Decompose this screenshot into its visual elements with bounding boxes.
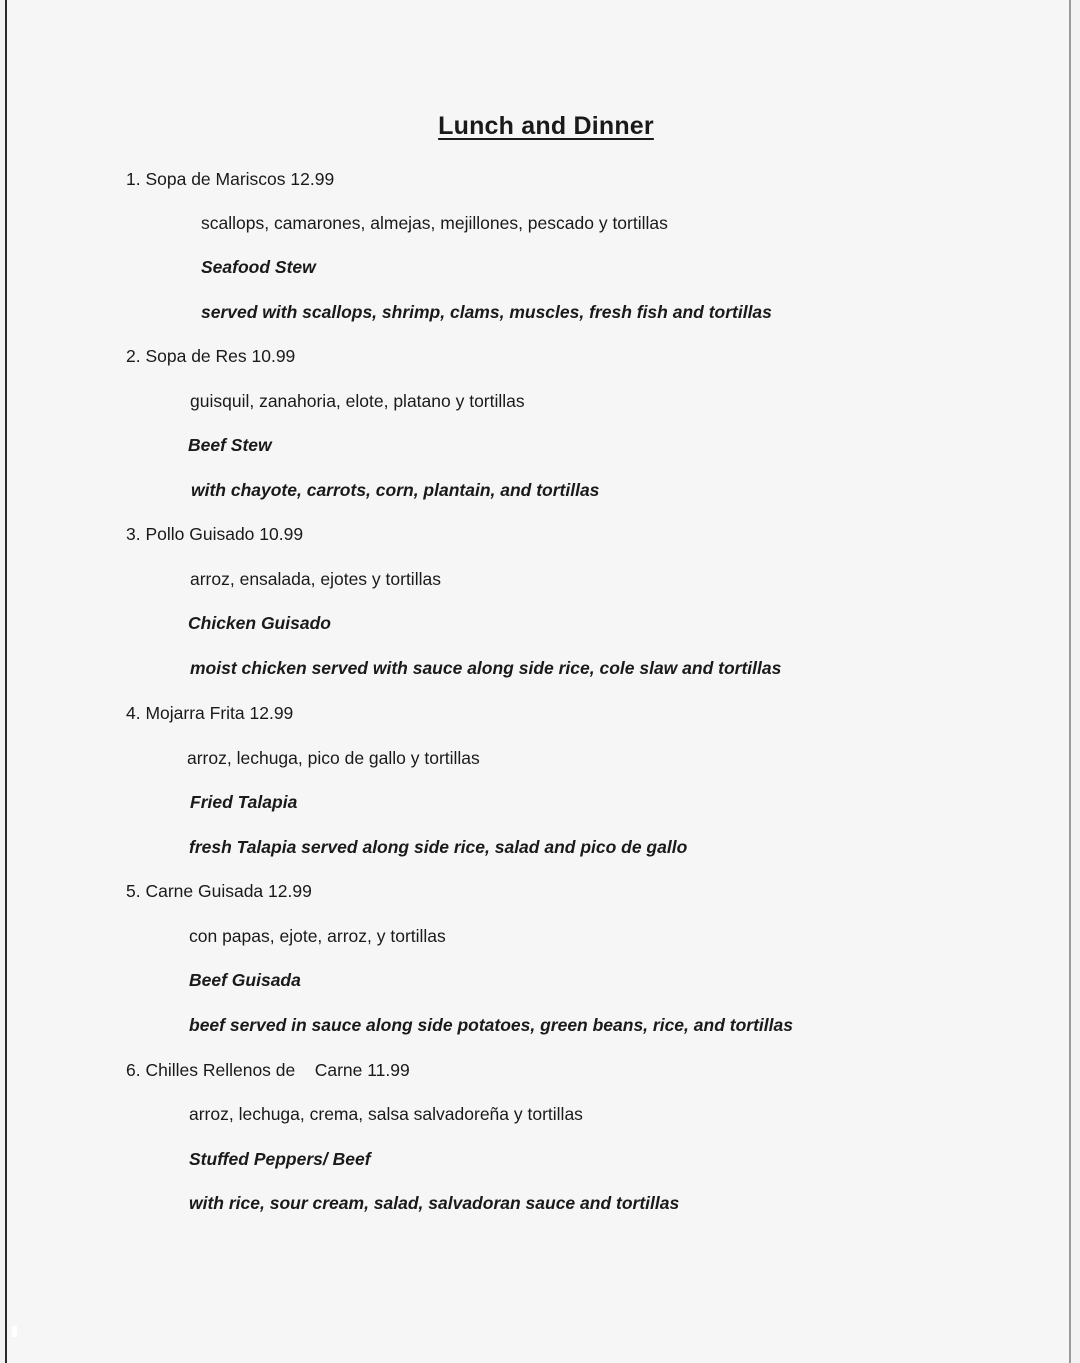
menu-item-name: 5. Carne Guisada 12.99	[126, 881, 312, 901]
menu-item-english-desc: served with scallops, shrimp, clams, muscles, fresh fish and tortillas	[201, 302, 772, 322]
scan-edge-mark	[12, 1326, 17, 1337]
menu-item-english-desc: beef served in sauce along side potatoes, green beans, rice, and tortillas	[189, 1015, 793, 1035]
menu-item-name: 6. Chilles Rellenos de Carne 11.99	[126, 1060, 410, 1080]
menu-page	[5, 0, 1071, 1363]
menu-item-spanish-desc: con papas, ejote, arroz, y tortillas	[189, 926, 446, 946]
menu-item-spanish-desc: guisquil, zanahoria, elote, platano y tortillas	[190, 391, 525, 411]
menu-item-name: 2. Sopa de Res 10.99	[126, 346, 296, 366]
menu-item-english-name: Beef Stew	[188, 435, 272, 455]
menu-item-name: 3. Pollo Guisado 10.99	[126, 524, 304, 544]
menu-item-name: 1. Sopa de Mariscos 12.99	[126, 169, 335, 189]
menu-item-english-name: Fried Talapia	[190, 792, 298, 812]
menu-item-spanish-desc: scallops, camarones, almejas, mejillones, pescado y tortillas	[201, 213, 668, 233]
menu-item-english-desc: fresh Talapia served along side rice, salad and pico de gallo	[189, 837, 688, 857]
menu-item-english-name: Seafood Stew	[201, 257, 316, 277]
menu-item-spanish-desc: arroz, lechuga, pico de gallo y tortillas	[187, 748, 480, 768]
menu-item-english-name: Beef Guisada	[189, 970, 301, 990]
menu-item-english-name: Stuffed Peppers/ Beef	[189, 1149, 371, 1169]
menu-item-spanish-desc: arroz, ensalada, ejotes y tortillas	[190, 569, 441, 589]
menu-item-english-desc: moist chicken served with sauce along side rice, cole slaw and tortillas	[190, 658, 782, 678]
menu-title: Lunch and Dinner	[438, 112, 654, 140]
menu-item-spanish-desc: arroz, lechuga, crema, salsa salvadoreña y tortillas	[189, 1104, 583, 1124]
menu-item-english-name: Chicken Guisado	[188, 613, 331, 633]
menu-item-english-desc: with chayote, carrots, corn, plantain, and tortillas	[191, 480, 600, 500]
menu-item-name: 4. Mojarra Frita 12.99	[126, 703, 294, 723]
menu-item-english-desc: with rice, sour cream, salad, salvadoran sauce and tortillas	[189, 1193, 680, 1213]
